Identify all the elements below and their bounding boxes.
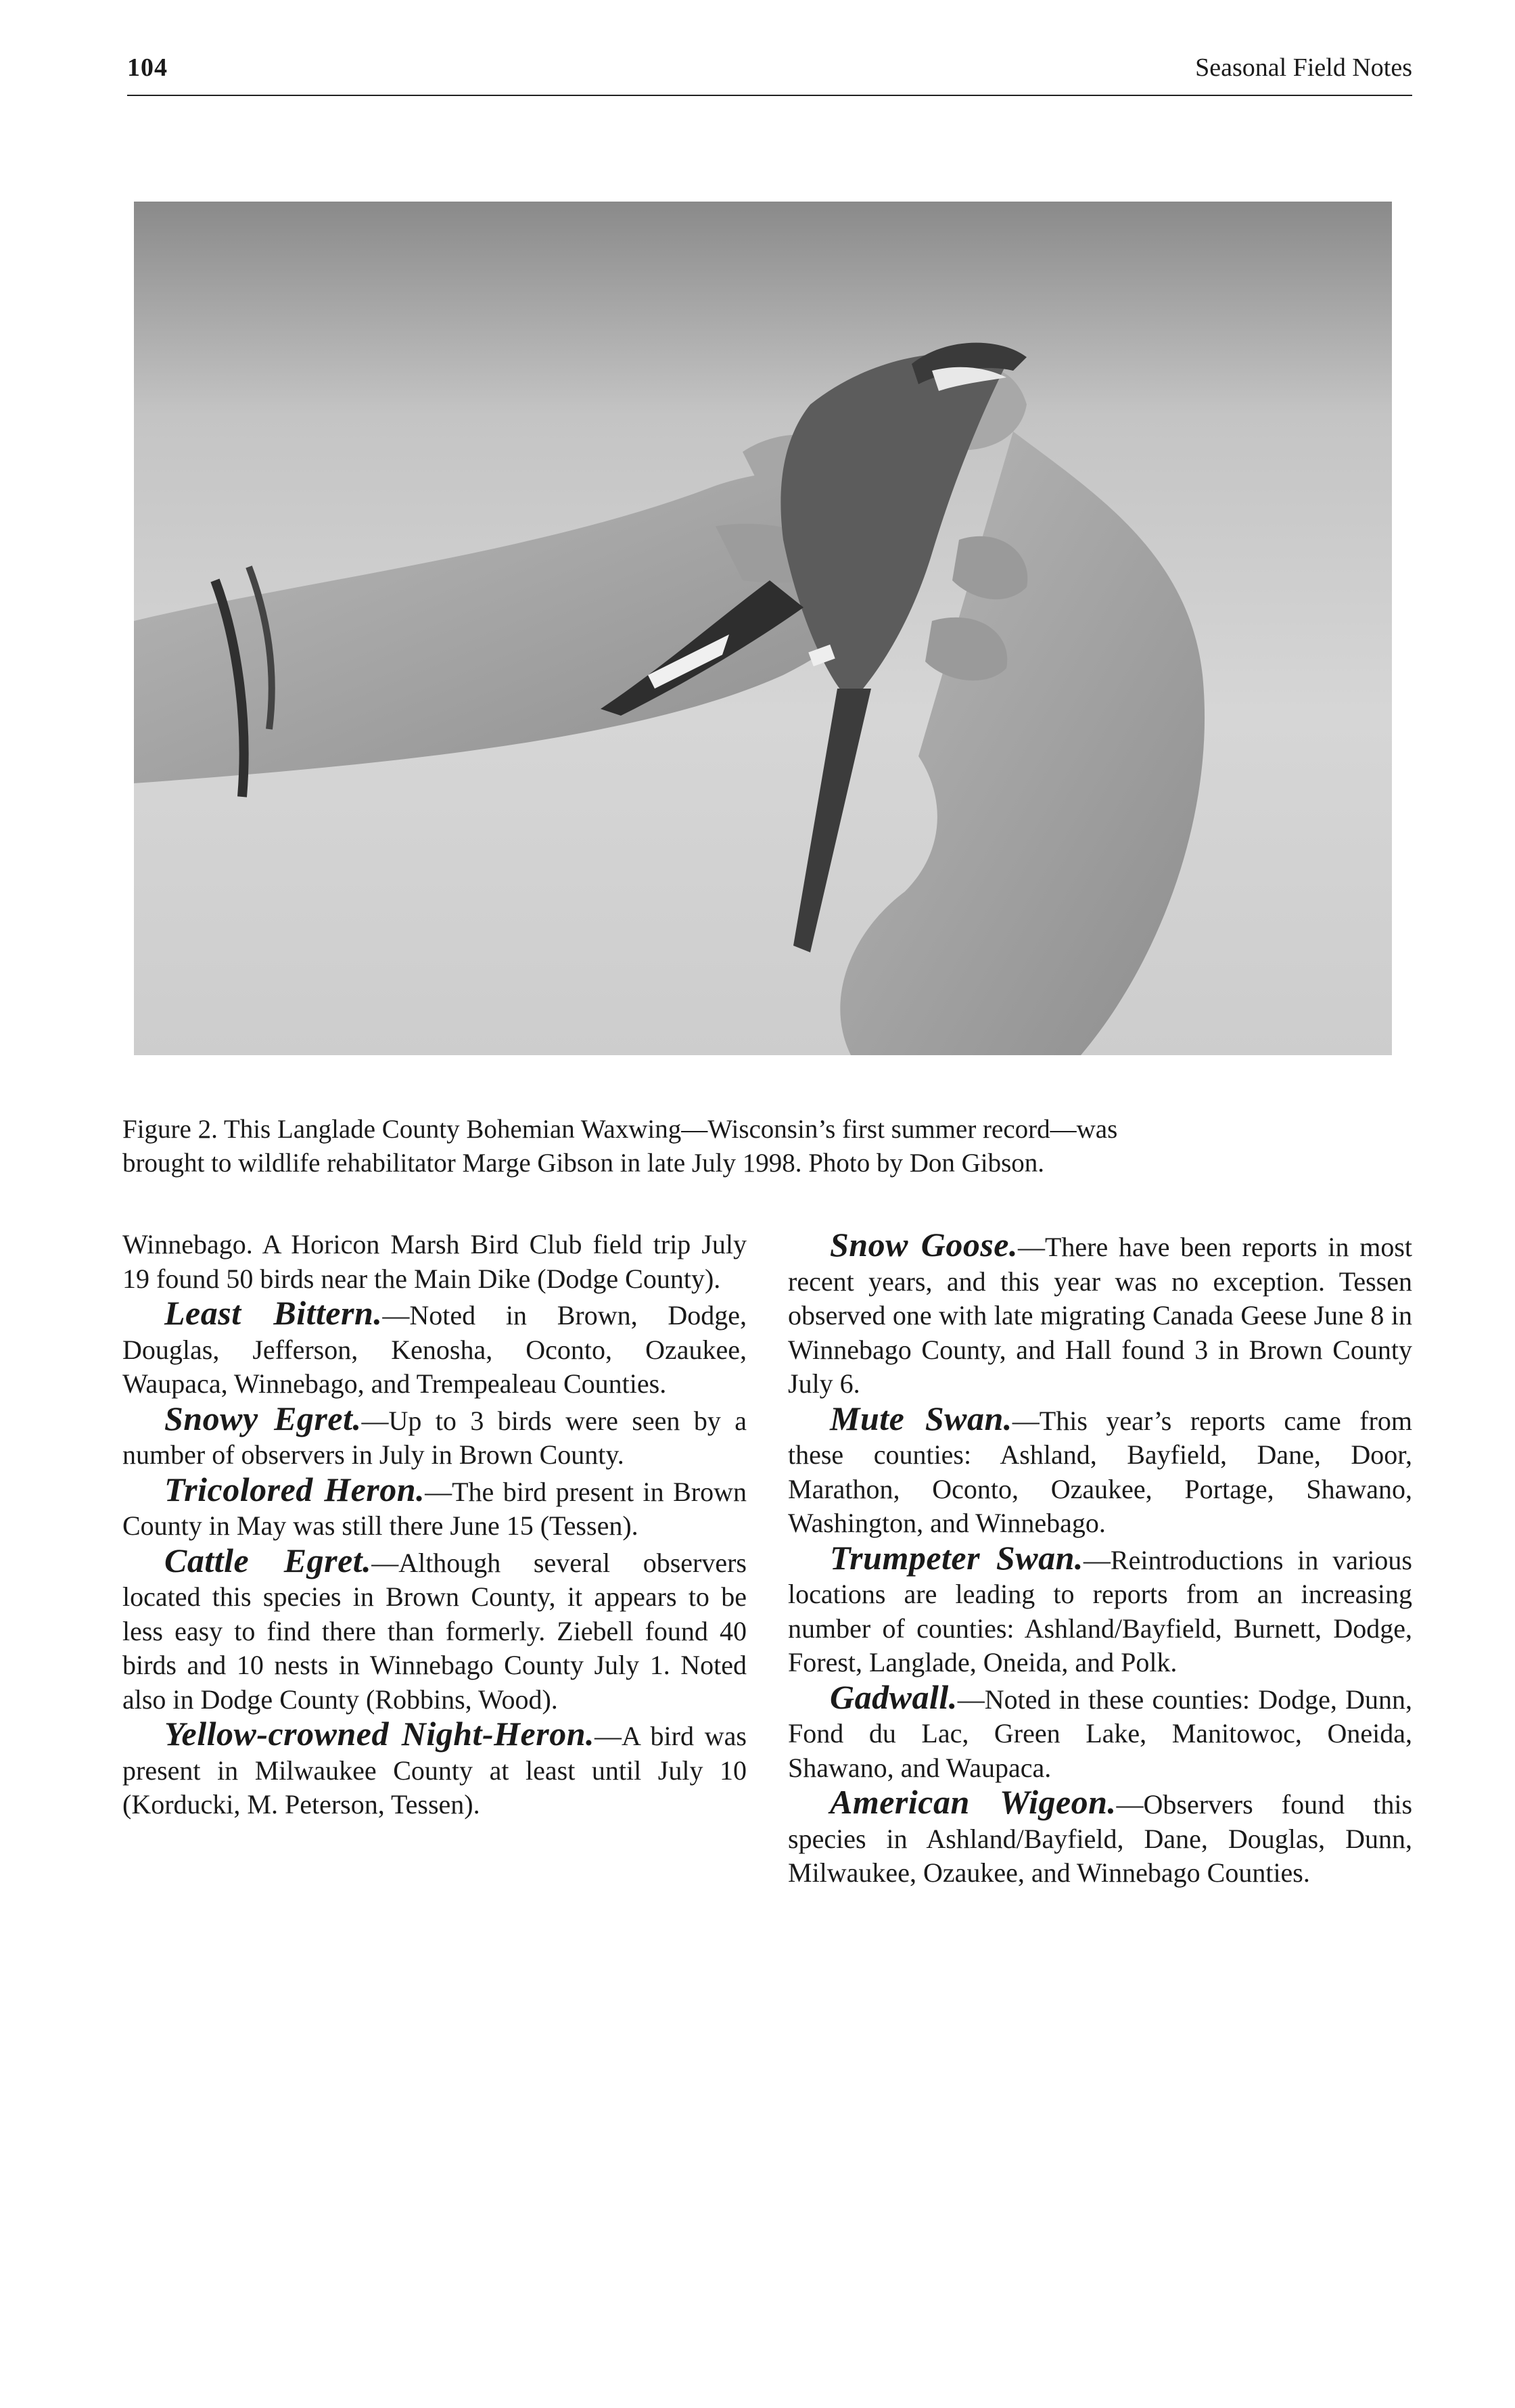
species-text: —A bird was present in Milwaukee County at least until July 10 (Korducki, M. Peterson, Tessen). xyxy=(122,1721,747,1820)
species-entry-snow-goose xyxy=(788,1228,1412,1402)
species-text: —The bird present in Brown County in May was still there June 15 (Tessen). xyxy=(122,1476,747,1541)
species-text: —Although several observers located this species in Brown County, it appears to be less easy to find there than formerly. Ziebell found 40 birds and 10 nests in Winnebago County July 1. Noted also in Dodge County (Robbins, Wood). xyxy=(122,1547,747,1715)
species-name: Cattle Egret. xyxy=(164,1541,372,1579)
species-text: —Up to 3 birds were seen by a number of observers in July in Brown County. xyxy=(122,1405,747,1470)
species-entry-snowy-egret xyxy=(122,1399,747,1473)
species-entry-yellow-crowned-night-heron xyxy=(122,1717,747,1822)
species-name: Snow Goose. xyxy=(830,1226,1018,1264)
species-entry-cattle-egret xyxy=(122,1541,747,1717)
species-text: —There have been reports in most recent years, and this year was no exception. Tessen observed one with late migrating Canada Geese June 8 in Winnebago County, and Hall found 3 in Brown County July 6. xyxy=(788,1232,1412,1399)
species-name: Trumpeter Swan. xyxy=(830,1538,1083,1577)
species-name: Mute Swan. xyxy=(830,1399,1012,1437)
page-header xyxy=(127,47,1412,96)
species-entry-trumpeter-swan xyxy=(788,1538,1412,1680)
species-entry-tricolored-heron xyxy=(122,1470,747,1544)
waxwing-photo xyxy=(134,202,1392,1055)
species-name: Yellow-crowned Night-Heron. xyxy=(164,1715,595,1753)
running-head: Seasonal Field Notes xyxy=(1195,53,1412,82)
left-column xyxy=(122,1228,747,1822)
caption-line-2: brought to wildlife rehabilitator Marge Gibson in late July 1998. Photo by Don Gibson. xyxy=(122,1149,1045,1178)
species-text: —Observers found this species in Ashland/Bayfield, Dane, Douglas, Dunn, Milwaukee, Ozaukee, and Winnebago Counties. xyxy=(788,1789,1413,1888)
right-column xyxy=(788,1228,1412,1891)
continuation-paragraph: Winnebago. A Horicon Marsh Bird Club field trip July 19 found 50 birds near the Main Dike (Dodge County). xyxy=(122,1229,747,1294)
species-text: —Noted in these counties: Dodge, Dunn, Fond du Lac, Green Lake, Manitowoc, Oneida, Shawano, and Waupaca. xyxy=(788,1684,1412,1783)
species-name: Least Bittern. xyxy=(164,1294,383,1332)
species-text: —This year’s reports came from these counties: Ashland, Bayfield, Dane, Door, Marathon, Oconto, Ozaukee, Portage, Shawano, Washington, and Winnebago. xyxy=(788,1405,1412,1538)
species-entry-mute-swan xyxy=(788,1399,1412,1541)
species-text: —Reintroductions in various locations are leading to reports from an increasing number of counties: Ashland/Bayfield, Burnett, Dodge, Forest, Langlade, Oneida, and Polk. xyxy=(788,1544,1412,1677)
species-text: —Noted in Brown, Dodge, Douglas, Jefferson, Kenosha, Oconto, Ozaukee, Waupaca, Winnebago, and Trempealeau Counties. xyxy=(122,1300,747,1399)
species-entry-american-wigeon xyxy=(788,1785,1412,1891)
species-entry-least-bittern xyxy=(122,1296,747,1402)
species-entry-gadwall xyxy=(788,1677,1412,1786)
species-name: Snowy Egret. xyxy=(164,1399,362,1437)
species-name: Gadwall. xyxy=(830,1677,958,1716)
figure-caption xyxy=(122,1113,1407,1180)
species-name: Tricolored Heron. xyxy=(164,1470,425,1508)
species-name: American Wigeon. xyxy=(830,1783,1117,1821)
page-number: 104 xyxy=(127,53,168,82)
caption-line-1: Figure 2. This Langlade County Bohemian Waxwing—Wisconsin’s first summer record—was xyxy=(122,1115,1118,1144)
